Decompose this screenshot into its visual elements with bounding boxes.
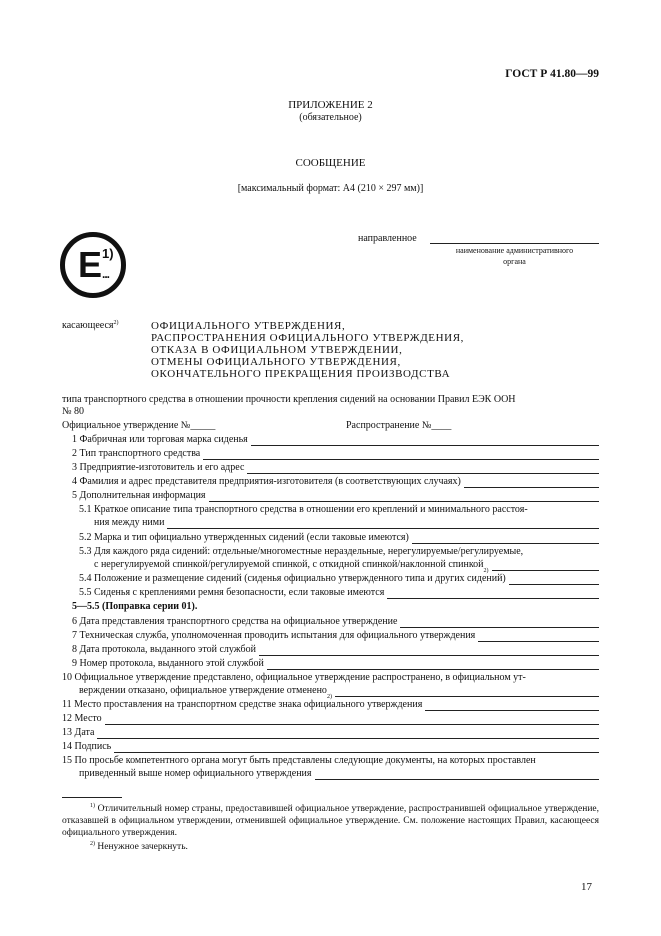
- field-11-line[interactable]: [425, 700, 599, 711]
- field-2-line[interactable]: [203, 449, 599, 460]
- addressee-line: [430, 243, 599, 244]
- field-5-4-line[interactable]: [509, 574, 599, 585]
- field-5-5: 5.5 Сиденья с креплениями ремня безопасности, если таковые имеются: [79, 586, 599, 599]
- approval-mark-icon: [60, 232, 126, 298]
- appendix-title: ПРИЛОЖЕНИЕ 2: [288, 99, 373, 111]
- extension-number: Распространение №____: [346, 420, 452, 431]
- field-7: 7 Техническая служба, уполномоченная проводить испытания для официального утверждения: [72, 629, 599, 642]
- field-12: 12 Место: [62, 712, 599, 725]
- mark-letter: E: [78, 244, 103, 285]
- mark-dots: ...: [102, 267, 110, 281]
- intro-line-2: № 80: [62, 406, 85, 417]
- field-13: 13 Дата: [62, 726, 599, 739]
- field-12-line[interactable]: [105, 714, 599, 725]
- field-10b: верждении отказано, официальное утверждение отменено 2): [79, 684, 599, 697]
- field-13-line[interactable]: [97, 728, 599, 739]
- approval-numbers: [62, 419, 599, 432]
- field-1-line[interactable]: [251, 435, 599, 446]
- format-note: [максимальный формат: А4 (210 × 297 мм)]: [237, 183, 424, 194]
- concerning-item: ОТМЕНЫ ОФИЦИАЛЬНОГО УТВЕРЖДЕНИЯ,: [151, 356, 401, 368]
- field-5-4: 5.4 Положение и размещение сидений (сиденья официально утвержденного типа и других сидений): [79, 572, 599, 585]
- footnote-1: $^{1)}$ Отличительный номер страны, предоставившей официальное утверждение, распространившей официальное утверждение, отказавшей в официальном утверждении, отменившей официальное утверждение. См. положение настоящих Правил, касающееся официального утверждения.: [62, 803, 599, 838]
- addressee-caption-2: органа: [503, 257, 526, 266]
- field-15a: 15 По просьбе компетентного органа могут быть представлены следующие документы, на которых проставлен: [62, 755, 536, 766]
- page-number: 17: [581, 881, 592, 893]
- field-14-line[interactable]: [114, 742, 599, 753]
- field-5-2: 5.2 Марка и тип официально утвержденных сидений (если таковые имеются): [79, 531, 599, 544]
- field-5: 5 Дополнительная информация: [72, 489, 599, 502]
- concerning-item: ОТКАЗА В ОФИЦИАЛЬНОМ УТВЕРЖДЕНИИ,: [151, 344, 403, 356]
- field-15b: приведенный выше номер официального утверждения: [79, 767, 599, 780]
- field-5-3-line[interactable]: [492, 560, 599, 571]
- field-4-line[interactable]: [464, 477, 599, 488]
- concerning-list: [151, 320, 464, 380]
- mark-sup: 1): [102, 246, 114, 261]
- field-3: 3 Предприятие-изготовитель и его адрес: [72, 461, 599, 474]
- addressee-label: направленное: [358, 233, 417, 244]
- field-5-1-line[interactable]: [167, 518, 599, 529]
- field-3-line[interactable]: [247, 463, 599, 474]
- field-9: 9 Номер протокола, выданного этой службой: [72, 657, 599, 670]
- concerning-label: касающееся$^{2)}$: [62, 320, 119, 331]
- field-2: 2 Тип транспортного средства: [72, 447, 599, 460]
- footnote-divider: [62, 797, 122, 798]
- field-5-1b: ния между ними: [94, 516, 599, 529]
- field-5-5-line[interactable]: [387, 588, 599, 599]
- document-code: ГОСТ Р 41.80—99: [505, 68, 599, 80]
- footnote-2: $^{2)}$ Ненужное зачеркнуть.: [90, 841, 188, 852]
- field-9-line[interactable]: [267, 659, 599, 670]
- field-11: 11 Место проставления на транспортном средстве знака официального утверждения: [62, 698, 599, 711]
- field-6-line[interactable]: [400, 617, 599, 628]
- field-14: 14 Подпись: [62, 740, 599, 753]
- field-5-3b: с нерегулируемой спинкой/регулируемой спинкой, с откидной спинкой/наклонной спинкой 2): [94, 558, 599, 571]
- field-5-2-line[interactable]: [412, 533, 599, 544]
- field-6: 6 Дата представления транспортного средства на официальное утверждение: [72, 615, 599, 628]
- approval-number: Официальное утверждение №_____: [62, 420, 216, 431]
- concerning-item: РАСПРОСТРАНЕНИЯ ОФИЦИАЛЬНОГО УТВЕРЖДЕНИЯ,: [151, 332, 465, 344]
- appendix-subtitle: (обязательное): [299, 112, 362, 123]
- field-5-1a: 5.1 Краткое описание типа транспортного средства в отношении его креплений и минимального расстоя-: [79, 504, 528, 515]
- field-8: 8 Дата протокола, выданного этой службой: [72, 643, 599, 656]
- field-1: 1 Фабричная или торговая марка сиденья: [72, 433, 599, 446]
- message-title: СООБЩЕНИЕ: [295, 157, 366, 169]
- field-5-line[interactable]: [209, 491, 599, 502]
- field-7-line[interactable]: [478, 631, 599, 642]
- addressee-caption-1: наименование административного: [455, 246, 574, 255]
- field-5-3a: 5.3 Для каждого ряда сидений: отдельные/многоместные нераздельные, нерегулируемые/регулируемые,: [79, 546, 524, 557]
- field-4: 4 Фамилия и адрес представителя предприятия-изготовителя (в соответствующих случаях): [72, 475, 599, 488]
- field-10-line[interactable]: [335, 686, 599, 697]
- field-8-line[interactable]: [259, 645, 599, 656]
- amendment-note: 5—5.5 (Поправка серии 01).: [72, 601, 198, 612]
- concerning-item: ОКОНЧАТЕЛЬНОГО ПРЕКРАЩЕНИЯ ПРОИЗВОДСТВА: [151, 368, 451, 380]
- concerning-item: ОФИЦИАЛЬНОГО УТВЕРЖДЕНИЯ,: [151, 320, 346, 332]
- field-10a: 10 Официальное утверждение представлено, официальное утверждение распространено, в официальном ут-: [62, 672, 526, 683]
- intro-line-1: типа транспортного средства в отношении прочности крепления сидений на основании Правил ЕЭК ООН: [62, 394, 516, 405]
- field-15-line[interactable]: [315, 769, 599, 780]
